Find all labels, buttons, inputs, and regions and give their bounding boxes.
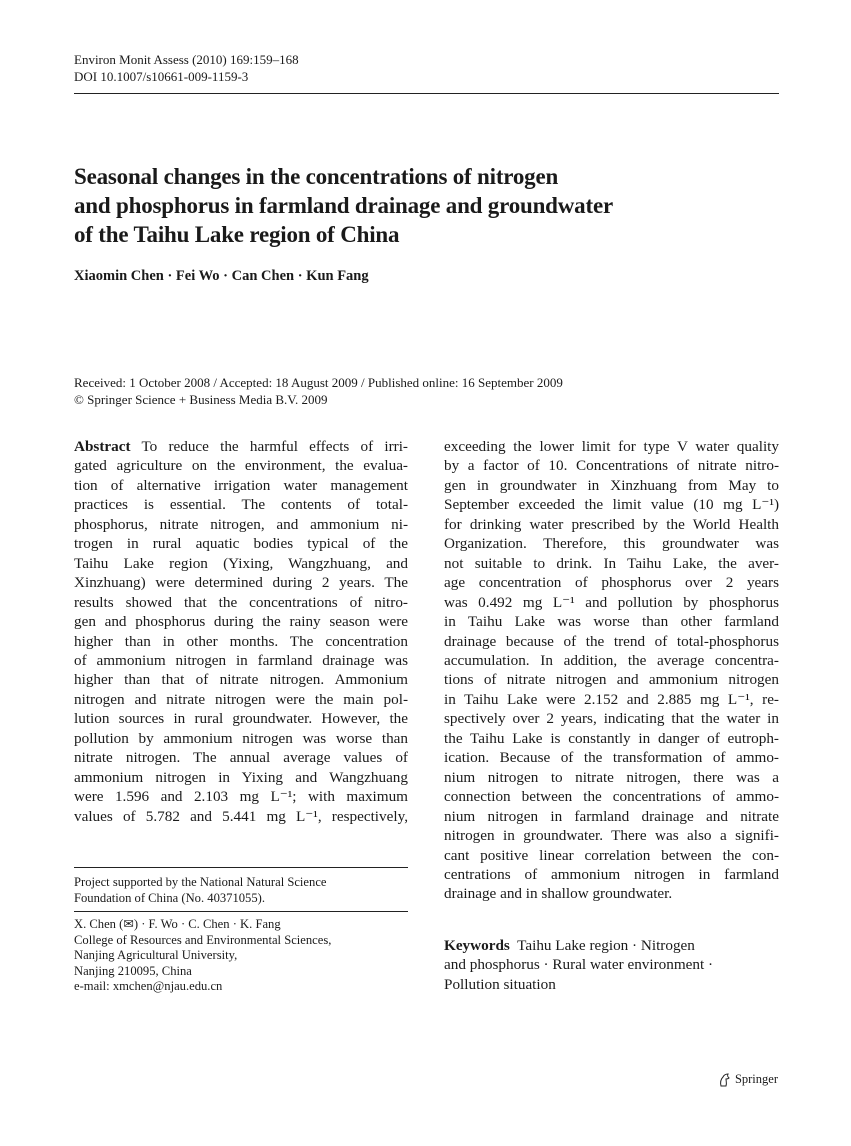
abstract-line: pollution by ammonium nitrogen was worse than [74, 729, 408, 747]
abstract-line: higher than in other months. The concentration [74, 632, 408, 650]
title-line: of the Taihu Lake region of China [74, 222, 400, 247]
abstract-line: results showed that the concentrations of nitro- [74, 593, 408, 611]
abstract-line: connection between the concentrations of ammo- [444, 788, 779, 806]
abstract-line: was 0.492 mg L⁻¹ and pollution by phosphorus [444, 593, 779, 611]
abstract-line: gated agriculture on the environment, the evalua- [74, 457, 408, 475]
abstract-line: cant positive linear correlation between the con- [444, 846, 779, 864]
funding-line: Foundation of China (No. 40371055). [74, 890, 265, 905]
abstract-line: accumulation. In addition, the average concentra- [444, 651, 779, 669]
abstract-line: tions of nitrate nitrogen and ammonium nitrogen [444, 671, 779, 689]
affiliation-line: Nanjing 210095, China [74, 963, 192, 978]
abstract-line: Abstract To reduce the harmful effects of irri- [74, 438, 408, 455]
header-rule [74, 93, 779, 94]
affiliation-line: X. Chen (✉) · F. Wo · C. Chen · K. Fang [74, 917, 281, 931]
journal-citation: Environ Monit Assess (2010) 169:159–168 [74, 52, 299, 67]
abstract-line: higher than that of nitrate nitrogen. Ammonium [74, 671, 408, 689]
title-line: Seasonal changes in the concentrations of nitrogen [74, 164, 559, 189]
publisher-name: Springer [734, 1072, 778, 1086]
abstract-line: not suitable to drink. In Taihu Lake, the aver- [444, 554, 779, 572]
abstract-line: drainage because of the trend of total-phosphorus [444, 632, 779, 650]
publication-dates [74, 374, 563, 408]
abstract-line: September exceeded the limit value (10 mg L⁻¹) [444, 496, 779, 514]
authors: Xiaomin Chen · Fei Wo · Can Chen · Kun Fang [74, 268, 369, 284]
funding-footnote [74, 875, 414, 906]
funding-line: Project supported by the National Natural Science [74, 875, 327, 889]
paper-title [74, 162, 774, 249]
abstract-line: ication. Because of the transformation of ammo- [444, 749, 779, 767]
springer-horse-icon [718, 1073, 731, 1087]
abstract-line: for drinking water prescribed by the World Health [444, 515, 779, 533]
abstract-line: exceeding the lower limit for type V water quality [444, 438, 779, 455]
abstract-line: in Taihu Lake was worse than other farmland [444, 613, 779, 631]
abstract-line: tion of alternative irrigation water management [74, 476, 408, 494]
doi: DOI 10.1007/s10661-009-1159-3 [74, 69, 249, 84]
abstract-line: gen in groundwater in Xinzhuang from May to [444, 476, 779, 494]
abstract-line: ammonium nitrogen in Yixing and Wangzhuang [74, 768, 408, 786]
abstract-line: nitrogen in groundwater. There was also a signifi- [444, 827, 779, 845]
abstract-line: Xinzhuang) were determined during 2 years. The [74, 574, 408, 592]
abstract-line: nium nitrogen to nitrate nitrogen, there was a [444, 768, 779, 786]
keywords-label: Keywords [444, 937, 510, 954]
abstract-line: lution sources in rural groundwater. However, the [74, 710, 408, 728]
affiliation-line: Nanjing Agricultural University, [74, 948, 238, 963]
received-line: Received: 1 October 2008 / Accepted: 18 August 2009 / Published online: 16 September 2009 [74, 375, 563, 390]
journal-header [74, 51, 299, 85]
keywords-line: Pollution situation [444, 975, 556, 993]
abstract-line: nium nitrogen in farmland drainage and nitrate [444, 807, 779, 825]
email-line[interactable]: e-mail: xmchen@njau.edu.cn [74, 979, 223, 994]
abstract-line: by a factor of 10. Concentrations of nitrate nitro- [444, 457, 779, 475]
abstract-line: Taihu Lake region (Yixing, Wangzhuang, and [74, 554, 408, 572]
abstract-line: spectively over 2 years, indicating that the water in [444, 710, 779, 728]
abstract-line: centrations of ammonium nitrogen in farmland [444, 865, 779, 883]
abstract-line: trogen in rural aquatic bodies typical of the [74, 535, 408, 553]
keywords-line: and phosphorus · Rural water environment · [444, 956, 714, 974]
copyright-line: © Springer Science + Business Media B.V. 2009 [74, 392, 328, 407]
keywords-line: Keywords Taihu Lake region · Nitrogen [444, 937, 695, 954]
abstract-line: nitrogen and nitrate nitrogen were the main pol- [74, 690, 408, 708]
keywords-block [444, 936, 779, 994]
abstract-line: of ammonium nitrogen in farmland drainage was [74, 651, 408, 669]
title-line: and phosphorus in farmland drainage and groundwater [74, 193, 613, 218]
abstract-left-column [74, 437, 408, 826]
abstract-right-column [444, 437, 779, 904]
abstract-line: practices is essential. The contents of total- [74, 496, 408, 514]
abstract-line: values of 5.782 and 5.441 mg L⁻¹, respectively, [74, 807, 408, 825]
abstract-label: Abstract [74, 438, 131, 455]
abstract-line: the Taihu Lake is constantly in danger of eutroph- [444, 729, 779, 747]
affiliation-footnote [74, 917, 414, 995]
abstract-line: gen and phosphorus during the rainy season were [74, 613, 408, 631]
abstract-line: phosphorus, nitrate nitrogen, and ammonium ni- [74, 515, 408, 533]
abstract-line: drainage and in shallow groundwater. [444, 885, 673, 903]
abstract-line: Organization. Therefore, this groundwater was [444, 535, 779, 553]
abstract-line: in Taihu Lake were 2.152 and 2.885 mg L⁻¹, re- [444, 690, 779, 708]
abstract-line: nitrate nitrogen. The annual average values of [74, 749, 408, 767]
abstract-line: age concentration of phosphorus over 2 years [444, 574, 779, 592]
affiliation-line: College of Resources and Environmental Sciences, [74, 932, 332, 947]
footnote-rule [74, 911, 408, 912]
publisher-logo [718, 1072, 778, 1087]
abstract-line: were 1.596 and 2.103 mg L⁻¹; with maximum [74, 788, 408, 806]
footnote-rule [74, 867, 408, 868]
